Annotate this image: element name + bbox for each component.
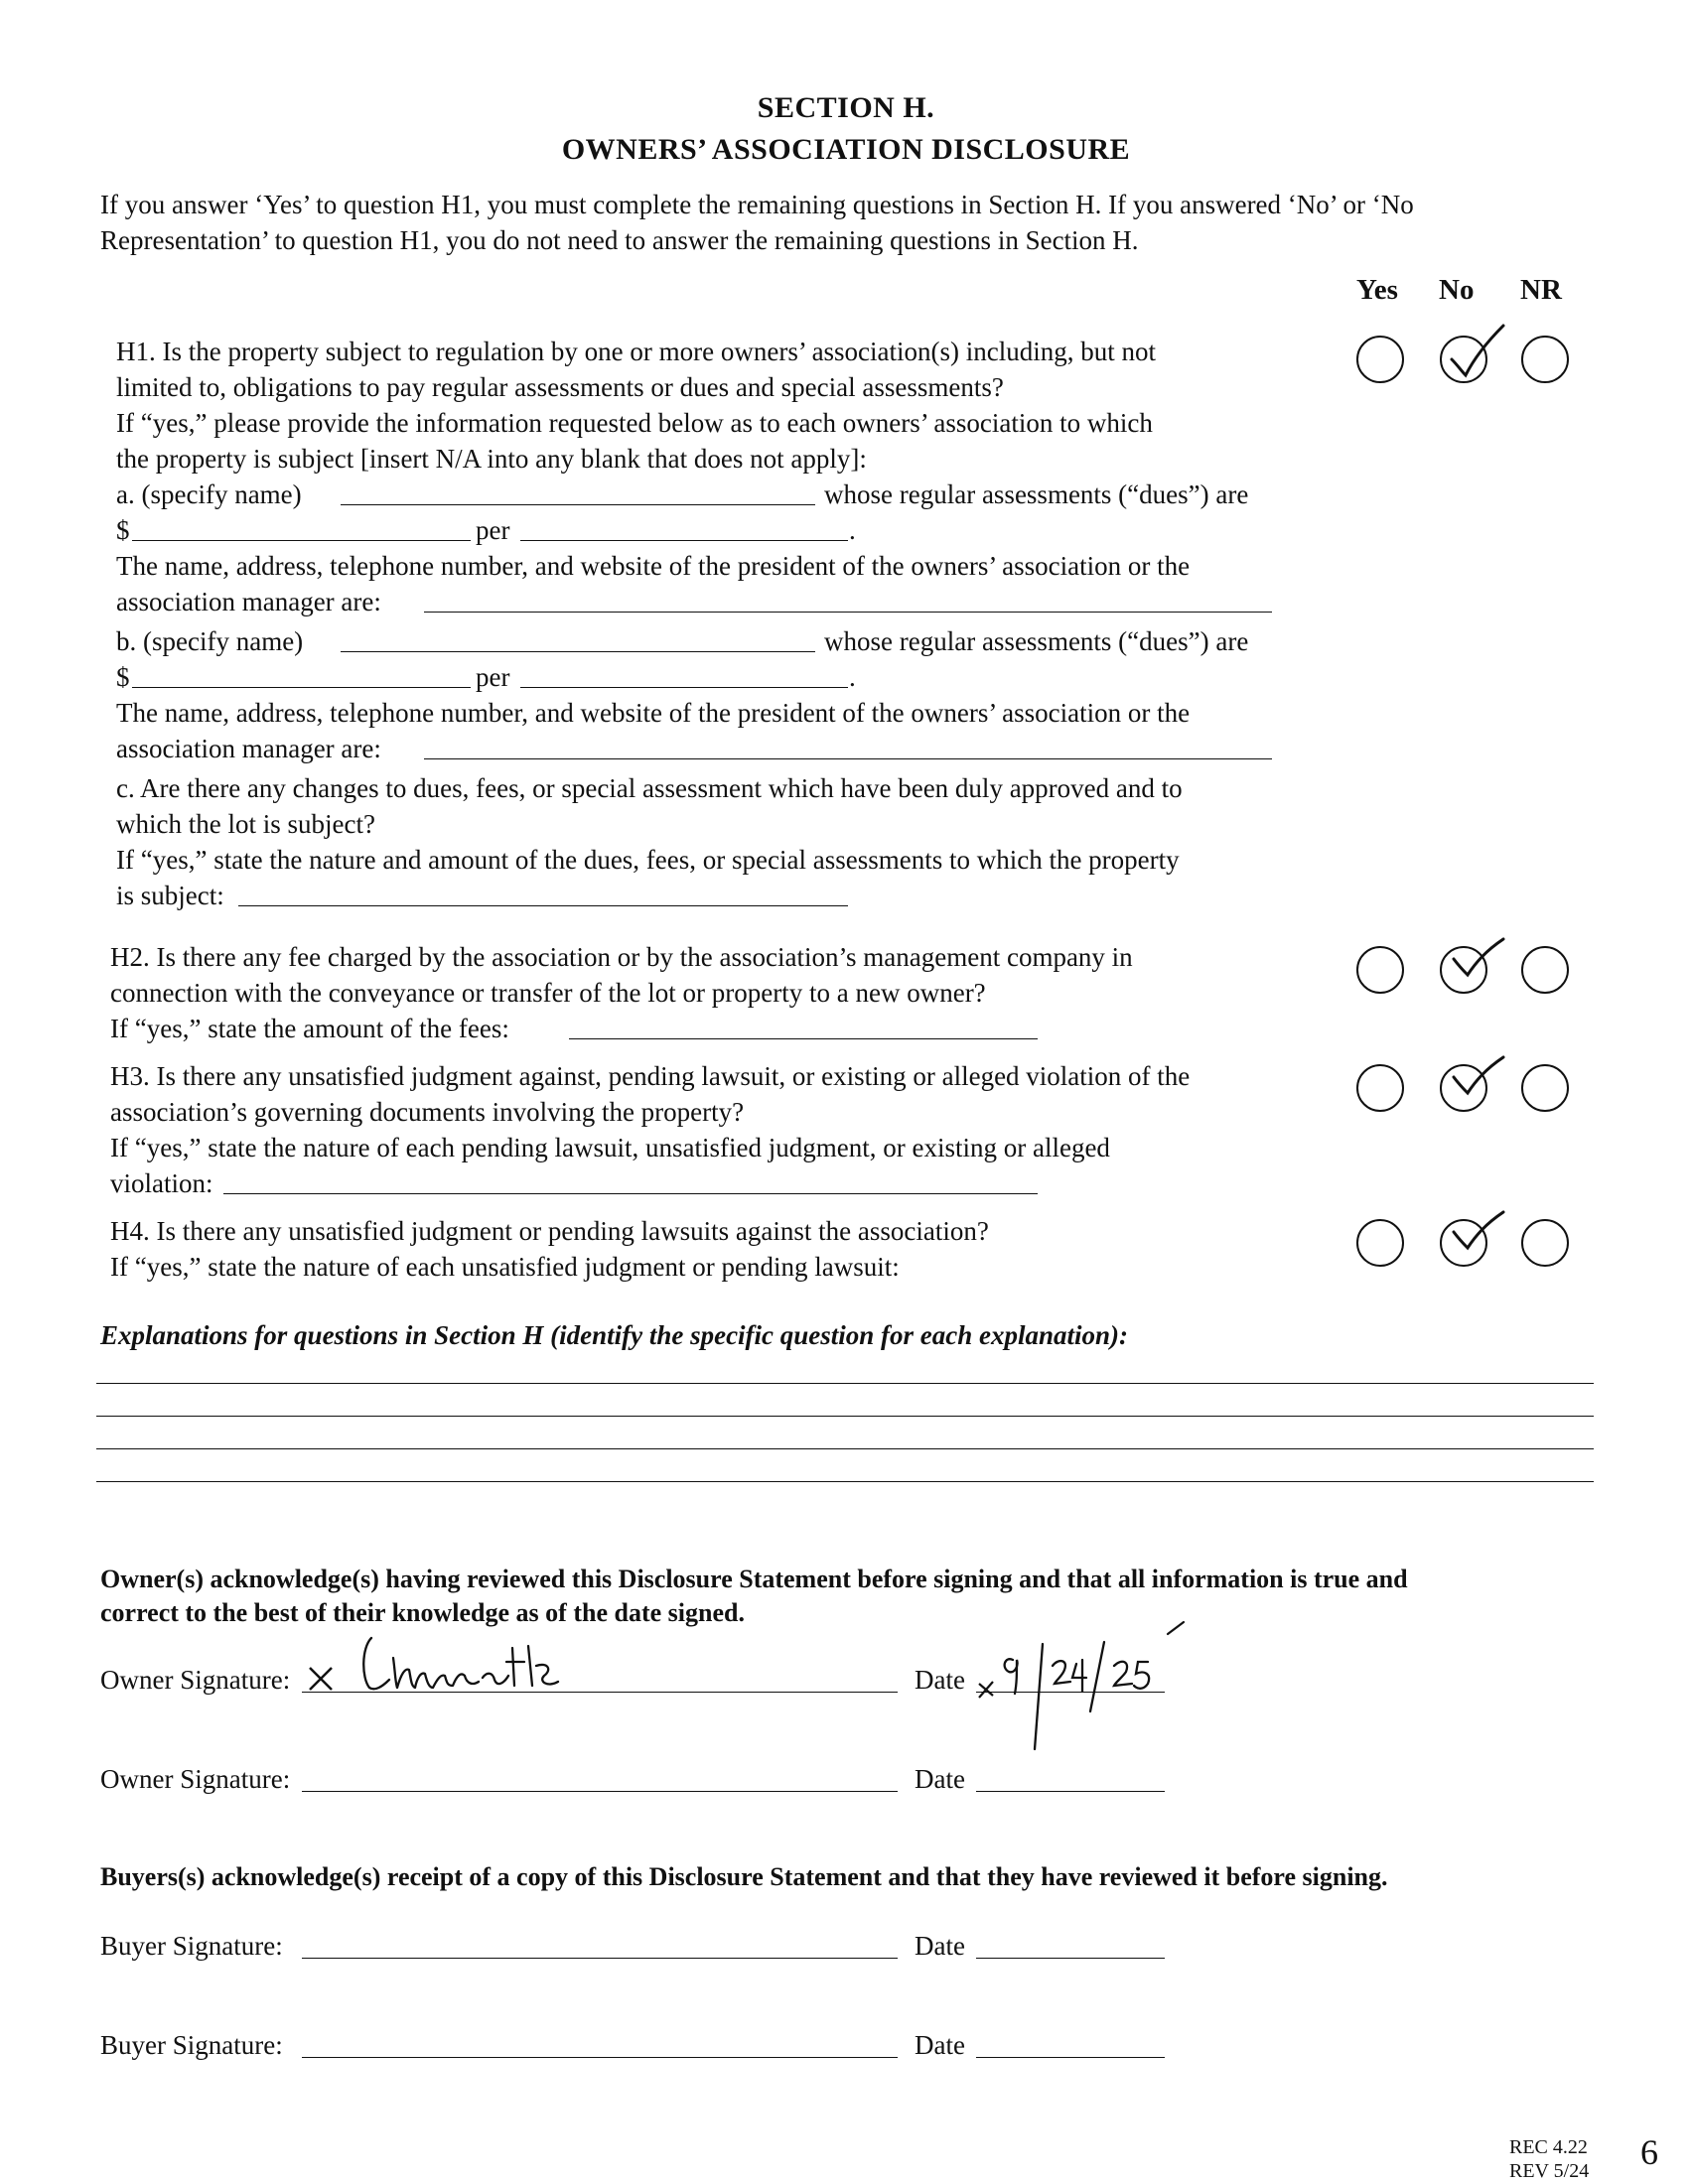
intro-line-1: If you answer ‘Yes’ to question H1, you must complete the remaining questions in Section H. If you answered ‘No’ or ‘No [100,190,1414,219]
h3-instruction-line-1: If “yes,” state the nature of each pending lawsuit, unsatisfied judgment, or existing or alleged [110,1133,1110,1162]
h1b-name-field[interactable] [341,651,815,652]
h1-question-line-2: limited to, obligations to pay regular assessments or dues and special assessments? [116,372,1004,402]
h1a-president-field[interactable] [424,612,1272,613]
h1a-dues-label: whose regular assessments (“dues”) are [824,479,1249,509]
explanations-label: Explanations for questions in Section H (identify the specific question for each explanation): [100,1320,1129,1350]
page-number: 6 [1640,2132,1658,2172]
owner-signature-label-1: Owner Signature: [100,1665,291,1695]
h4-nr-radio[interactable] [1521,1219,1569,1267]
intro-line-2: Representation’ to question H1, you do not need to answer the remaining questions in Section H. [100,225,1139,255]
h1a-name-field[interactable] [341,504,815,505]
h1a-period-mark: . [849,515,856,545]
h1b-per-label: per [476,662,510,692]
h4-question: H4. Is there any unsatisfied judgment or pending lawsuits against the association? [110,1216,989,1246]
buyer-signature-label-2: Buyer Signature: [100,2030,283,2060]
h1a-name-label: a. (specify name) [116,479,302,509]
buyer-date-field-1[interactable] [976,1958,1165,1959]
h1-instruction-line-2: the property is subject [insert N/A into any blank that does not apply]: [116,444,867,474]
h1-yes-radio[interactable] [1356,336,1404,383]
h1a-dollar-sign: $ [116,515,130,545]
h1c-instruction-line-2: is subject: [116,881,224,910]
h1c-answer-field[interactable] [238,905,848,906]
h1c-instruction-line-1: If “yes,” state the nature and amount of the dues, fees, or special assessments to which the property [116,845,1180,875]
h3-nr-radio[interactable] [1521,1064,1569,1112]
h1-no-check-mark [1440,320,1509,385]
buyer-signature-label-1: Buyer Signature: [100,1931,283,1961]
owner-date-label-2: Date [915,1764,965,1794]
h1c-question-line-1: c. Are there any changes to dues, fees, or special assessment which have been duly approved and to [116,773,1183,803]
owner-date-field-2[interactable] [976,1791,1165,1792]
form-revision: REV 5/24 [1509,2160,1590,2182]
section-label: SECTION H. [757,91,935,124]
explanation-line-1[interactable] [96,1383,1594,1384]
form-number: REC 4.22 [1509,2136,1588,2158]
column-header-yes: Yes [1356,274,1398,306]
owner-ack-line-1: Owner(s) acknowledge(s) having reviewed this Disclosure Statement before signing and that all information is true and [100,1565,1408,1593]
buyer-date-label-2: Date [915,2030,965,2060]
owner-ack-line-2: correct to the best of their knowledge as of the date signed. [100,1598,745,1627]
explanation-line-2[interactable] [96,1416,1594,1417]
h1b-amount-field[interactable] [132,687,471,688]
h2-question-line-2: connection with the conveyance or transfer of the lot or property to a new owner? [110,978,986,1008]
h1b-president-field[interactable] [424,758,1272,759]
owner-signature-field-2[interactable] [302,1791,898,1792]
column-header-no: No [1439,274,1475,306]
h1a-per-label: per [476,515,510,545]
h3-answer-field[interactable] [223,1193,1038,1194]
h1b-president-line-1: The name, address, telephone number, and website of the president of the owners’ association or the [116,698,1191,728]
h1c-question-line-2: which the lot is subject? [116,809,375,839]
h1-nr-radio[interactable] [1521,336,1569,383]
buyer-ack-line: Buyers(s) acknowledge(s) receipt of a copy of this Disclosure Statement and that they have reviewed it before signing. [100,1862,1388,1891]
buyer-date-field-2[interactable] [976,2057,1165,2058]
owner-signature-label-2: Owner Signature: [100,1764,291,1794]
h3-question-line-2: association’s governing documents involving the property? [110,1097,745,1127]
h1-instruction-line-1: If “yes,” please provide the information requested below as to each owners’ association to which [116,408,1153,438]
h1a-president-line-2: association manager are: [116,587,381,616]
h1a-president-line-1: The name, address, telephone number, and website of the president of the owners’ association or the [116,551,1191,581]
h3-question-line-1: H3. Is there any unsatisfied judgment against, pending lawsuit, or existing or alleged violation of the [110,1061,1191,1091]
h1b-dollar-sign: $ [116,662,130,692]
h1a-amount-field[interactable] [132,540,471,541]
h1-question-line-1: H1. Is the property subject to regulation by one or more owners’ association(s) including, but not [116,337,1157,366]
page-title: OWNERS’ ASSOCIATION DISCLOSURE [561,133,1131,166]
owner-date-label-1: Date [915,1665,965,1695]
h2-question-line-1: H2. Is there any fee charged by the association or by the association’s management company in [110,942,1133,972]
h1b-period-mark: . [849,662,856,692]
h4-instruction: If “yes,” state the nature of each unsatisfied judgment or pending lawsuit: [110,1252,900,1282]
owner-date-handwriting [973,1608,1211,1757]
owner-signature-handwriting [298,1628,616,1698]
h1b-period-field[interactable] [520,687,848,688]
h4-no-check-mark [1440,1202,1509,1262]
h2-answer-field[interactable] [569,1038,1038,1039]
h3-yes-radio[interactable] [1356,1064,1404,1112]
h3-instruction-line-2: violation: [110,1168,213,1198]
buyer-signature-field-2[interactable] [302,2057,898,2058]
h2-instruction: If “yes,” state the amount of the fees: [110,1014,509,1043]
h1a-period-field[interactable] [520,540,848,541]
buyer-signature-field-1[interactable] [302,1958,898,1959]
column-header-nr: NR [1520,274,1562,306]
h1b-president-line-2: association manager are: [116,734,381,763]
buyer-date-label-1: Date [915,1931,965,1961]
h3-no-check-mark [1440,1047,1509,1107]
h4-yes-radio[interactable] [1356,1219,1404,1267]
h1b-dues-label: whose regular assessments (“dues”) are [824,626,1249,656]
explanation-line-4[interactable] [96,1481,1594,1482]
explanation-line-3[interactable] [96,1448,1594,1449]
h2-no-check-mark [1440,929,1509,989]
h2-yes-radio[interactable] [1356,946,1404,994]
h2-nr-radio[interactable] [1521,946,1569,994]
h1b-name-label: b. (specify name) [116,626,304,656]
